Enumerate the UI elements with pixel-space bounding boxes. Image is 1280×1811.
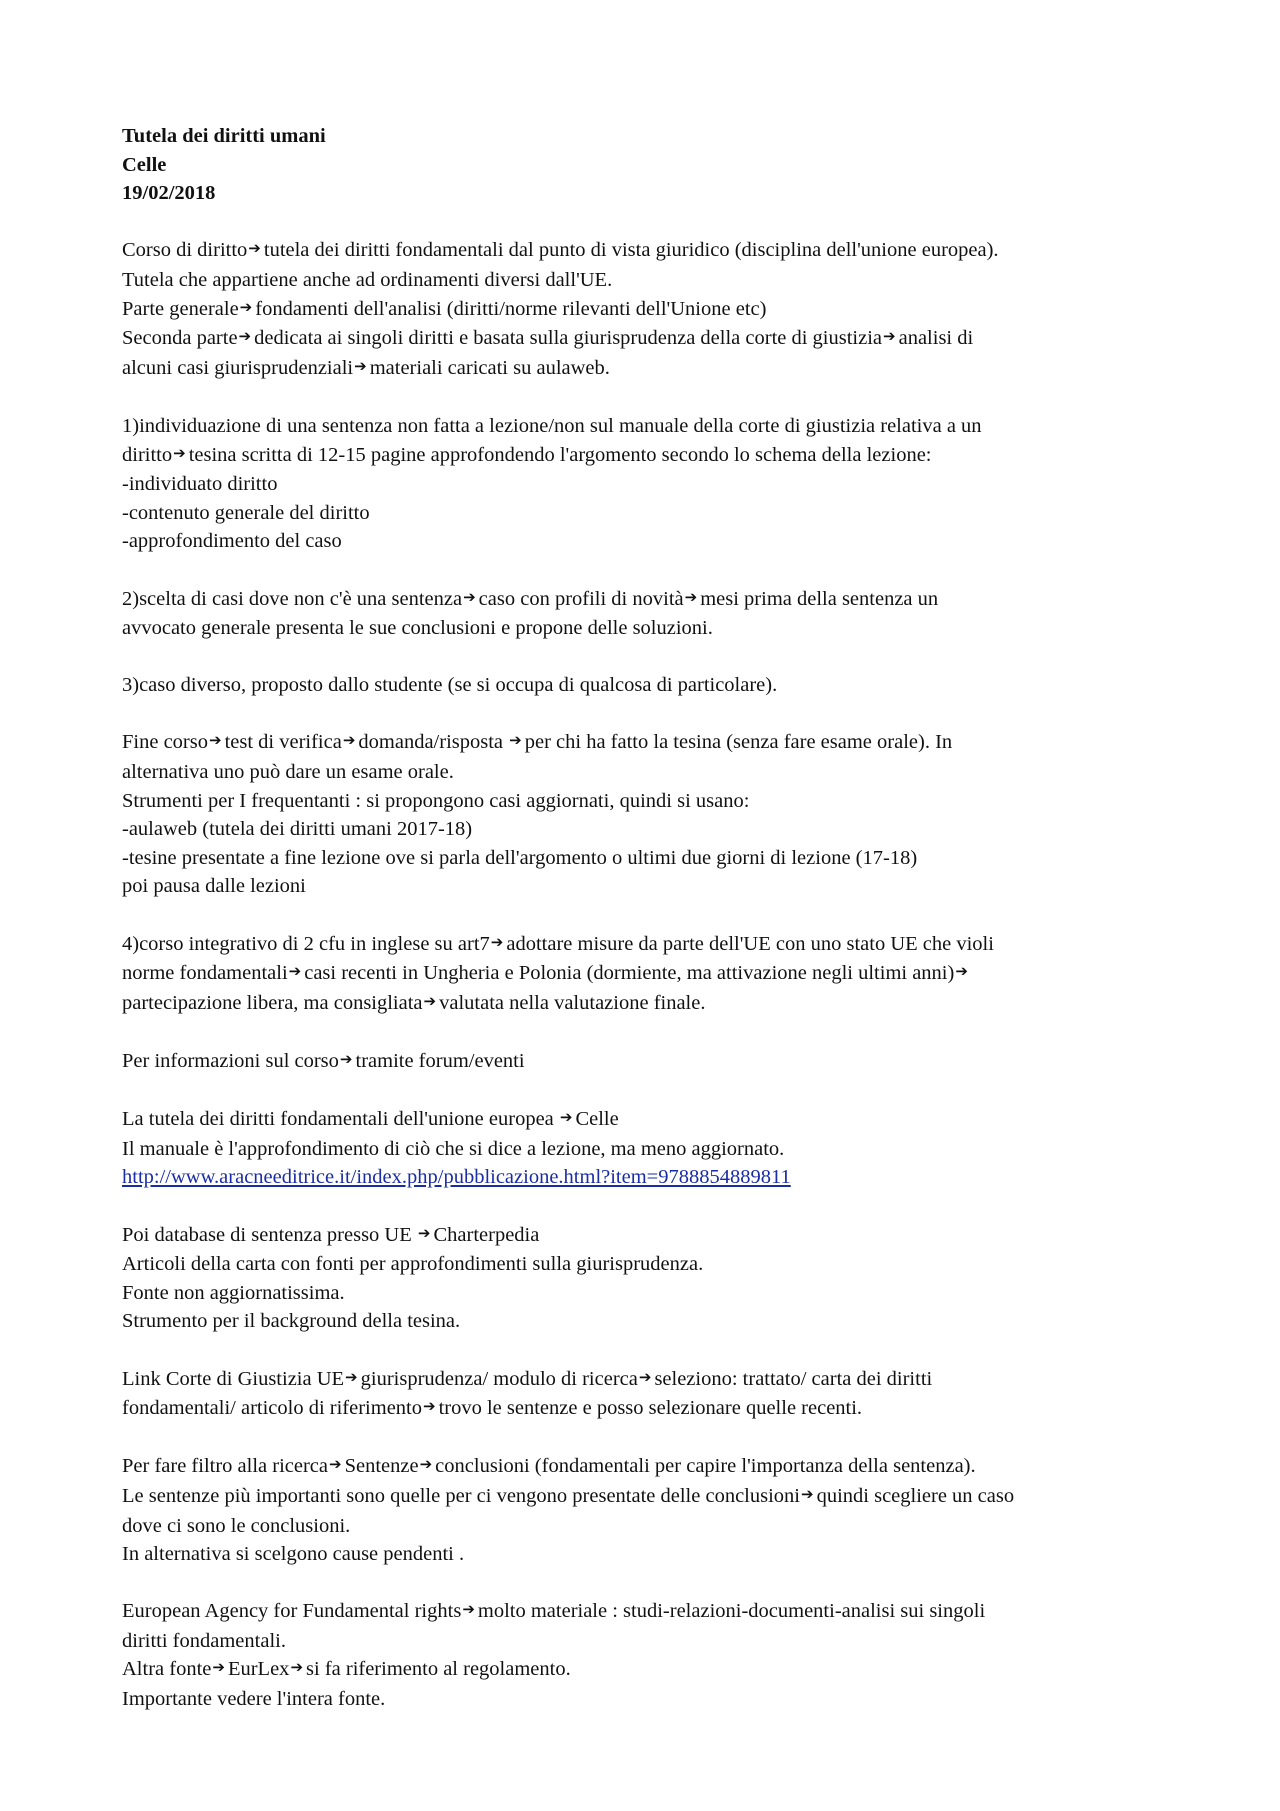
paragraph-gap [122, 383, 1182, 412]
text-line [122, 1452, 1182, 1482]
text-segment: 3)caso diverso, proposto dallo studente (se si occupa di qualcosa di particolare). [122, 674, 778, 697]
paragraph-gap [122, 1569, 1182, 1598]
arrow-right-icon: ➔ [354, 356, 367, 375]
text-segment: per chi ha fatto la tesina (senza fare esame orale). In [524, 731, 953, 754]
text-line [122, 1105, 1182, 1135]
arrow-right-icon: ➔ [417, 1223, 431, 1242]
arrow-right-icon: ➔ [462, 1600, 475, 1619]
arrow-right-icon: ➔ [329, 1455, 342, 1474]
arrow-right-icon: ➔ [345, 1367, 358, 1386]
paragraph [122, 585, 1182, 643]
arrow-right-icon: ➔ [463, 587, 476, 606]
text-line [122, 614, 1182, 643]
paragraph-gap [122, 643, 1182, 672]
text-line [122, 1655, 1182, 1685]
text-segment: La tutela dei diritti fondamentali dell'unione europea [122, 1108, 559, 1131]
text-segment: Le sentenze più importanti sono quelle per ci vengono presentate delle conclusioni [122, 1484, 800, 1507]
arrow-right-icon: ➔ [342, 731, 356, 750]
paragraph [122, 728, 1182, 901]
paragraph-gap [122, 1336, 1182, 1365]
text-segment: fondamentali/ articolo di riferimento [122, 1397, 422, 1420]
text-segment: trovo le sentenze e posso selezionare quelle recenti. [438, 1397, 863, 1420]
text-segment: domanda/risposta [358, 731, 509, 754]
text-line [122, 470, 1182, 499]
arrow-right-icon: ➔ [248, 239, 261, 258]
text-segment: -tesine presentate a fine lezione ove si parla dell'argomento o ultimi due giorni di lezione (17-18) [122, 846, 918, 869]
text-segment: Per fare filtro alla ricerca [122, 1455, 329, 1478]
text-segment: si fa riferimento al regolamento. [306, 1658, 571, 1681]
arrow-right-icon: ➔ [339, 1050, 353, 1068]
text-segment: Il manuale è l'approfondimento di ciò che si dice a lezione, ma meno aggiornato. [122, 1137, 785, 1160]
paragraph-gap [122, 1018, 1182, 1047]
text-line [122, 758, 1182, 787]
text-segment: conclusioni (fondamentali per capire l'importanza della sentenza). [435, 1455, 976, 1478]
text-line [122, 671, 1182, 700]
text-segment: 1)individuazione di una sentenza non fatta a lezione/non sul manuale della corte di giustizia relativa a un [122, 414, 982, 437]
text-segment: valutata nella valutazione finale. [439, 991, 706, 1014]
text-segment: materiali caricati su aulaweb. [369, 356, 610, 379]
text-segment: Link Corte di Giustizia UE [122, 1367, 345, 1390]
arrow-right-icon: ➔ [212, 1658, 225, 1677]
text-segment: fondamenti dell'analisi (diritti/norme rilevanti dell'Unione etc) [255, 297, 767, 320]
text-segment: Strumenti per I frequentanti : si propongono casi aggiornati, quindi si usano: [122, 789, 750, 812]
text-segment: tesina scritta di 12-15 pagine approfondendo l'argomento secondo lo schema della lezione: [188, 443, 932, 466]
text-line [122, 585, 1182, 615]
text-line [122, 1685, 1182, 1714]
paragraph [122, 1452, 1182, 1568]
text-segment: European Agency for Fundamental rights [122, 1600, 462, 1623]
text-segment: giurisprudenza/ modulo di ricerca [360, 1367, 638, 1390]
text-line [122, 930, 1182, 960]
text-segment: dove ci sono le conclusioni. [122, 1514, 351, 1537]
text-segment: Charterpedia [433, 1223, 540, 1246]
text-segment: test di verifica [224, 731, 342, 754]
text-line [122, 1307, 1182, 1336]
paragraph [122, 671, 1182, 700]
text-segment: alternativa uno può dare un esame orale. [122, 761, 454, 784]
text-line [122, 872, 1182, 901]
text-segment: mesi prima della sentenza un [700, 587, 939, 610]
text-segment: -aulaweb (tutela dei diritti umani 2017-18) [122, 818, 473, 841]
text-segment: tutela dei diritti fondamentali dal punto di vista giuridico (disciplina dell'unione europea). [263, 239, 999, 262]
arrow-right-icon: ➔ [638, 1367, 652, 1386]
document-title: Tutela dei diritti umani [122, 125, 326, 147]
text-segment: Per informazioni sul corso [122, 1050, 339, 1072]
text-line [122, 441, 1182, 471]
paragraph [122, 412, 1182, 556]
paragraph-gap [122, 700, 1182, 729]
arrow-right-icon: ➔ [239, 297, 253, 316]
text-segment: quindi scegliere un caso [816, 1484, 1015, 1507]
paragraph [122, 1047, 1182, 1077]
text-segment: Corso di diritto [122, 239, 248, 262]
professor-name: Celle [122, 153, 167, 176]
text-segment: 4)corso integrativo di 2 cfu in inglese su art7 [122, 932, 490, 955]
text-line [122, 989, 1182, 1019]
text-line [122, 1163, 1182, 1192]
arrow-right-icon: ➔ [419, 1455, 433, 1474]
text-segment: poi pausa dalle lezioni [122, 875, 306, 898]
text-segment: -approfondimento del caso [122, 530, 342, 553]
arrow-right-icon: ➔ [684, 587, 698, 606]
text-line [122, 412, 1182, 441]
paragraph [122, 1105, 1182, 1192]
text-line [122, 236, 1182, 266]
paragraph-gap [122, 1077, 1182, 1106]
text-segment: diritto [122, 443, 173, 466]
text-line [122, 1135, 1182, 1164]
publisher-link[interactable]: http://www.aracneeditrice.it/index.php/pubblicazione.html?item=9788854889811 [122, 1166, 791, 1189]
text-segment: seleziono: trattato/ carta dei diritti [654, 1367, 933, 1390]
text-line [122, 1365, 1182, 1395]
text-line [122, 527, 1182, 556]
document-page [122, 122, 1182, 1714]
text-line [122, 787, 1182, 816]
text-segment: alcuni casi giurisprudenziali [122, 356, 354, 379]
text-segment: Altra fonte [122, 1658, 212, 1681]
text-segment: Fonte non aggiornatissima. [122, 1281, 345, 1304]
arrow-right-icon: ➔ [490, 932, 504, 951]
text-line [122, 728, 1182, 758]
text-segment: Poi database di sentenza presso UE [122, 1223, 417, 1246]
paragraph-gap [122, 1424, 1182, 1453]
paragraph [122, 1221, 1182, 1336]
text-segment: -individuato diritto [122, 473, 278, 496]
paragraph [122, 1597, 1182, 1713]
text-segment: norme fondamentali [122, 962, 288, 985]
text-line [122, 1394, 1182, 1424]
arrow-right-icon: ➔ [208, 731, 222, 750]
arrow-right-icon: ➔ [288, 962, 302, 981]
text-segment: molto materiale : studi-relazioni-documenti-analisi sui singoli [477, 1600, 986, 1623]
lecture-date: 19/02/2018 [122, 182, 216, 205]
text-segment: Articoli della carta con fonti per approfondimenti sulla giurisprudenza. [122, 1253, 704, 1276]
paragraph-gap [122, 1192, 1182, 1221]
text-line [122, 1221, 1182, 1251]
arrow-right-icon: ➔ [173, 443, 186, 462]
text-segment: adottare misure da parte dell'UE con uno stato UE che violi [506, 932, 994, 955]
text-segment: Fine corso [122, 731, 208, 754]
text-segment: Parte generale [122, 297, 239, 320]
text-segment: Seconda parte [122, 327, 238, 350]
arrow-right-icon: ➔ [883, 327, 896, 346]
text-line [122, 354, 1182, 384]
text-line [122, 1279, 1182, 1308]
text-segment: In alternativa si scelgono cause pendenti . [122, 1543, 465, 1566]
text-segment: dedicata ai singoli diritti e basata sulla giurisprudenza della corte di giustizia [254, 327, 883, 350]
text-line [122, 844, 1182, 873]
text-segment: casi recenti in Ungheria e Polonia (dormiente, ma attivazione negli ultimi anni) [304, 962, 955, 985]
arrow-right-icon: ➔ [801, 1484, 814, 1503]
text-segment: Celle [575, 1108, 619, 1131]
text-line [122, 1597, 1182, 1627]
text-segment: Importante vedere l'intera fonte. [122, 1688, 386, 1711]
text-segment: partecipazione libera, ma consigliata [122, 991, 423, 1014]
paragraph [122, 930, 1182, 1019]
text-segment: 2)scelta di casi dove non c'è una sentenza [122, 587, 463, 610]
notes-body [122, 208, 1182, 1714]
arrow-right-icon: ➔ [290, 1658, 304, 1677]
text-line [122, 1540, 1182, 1569]
text-segment: Sentenze [344, 1455, 419, 1478]
text-segment: tramite forum/eventi [355, 1050, 525, 1072]
text-line [122, 1047, 1182, 1077]
text-line [122, 1627, 1182, 1656]
text-segment: Tutela che appartiene anche ad ordinamenti diversi dall'UE. [122, 268, 613, 291]
text-line [122, 1250, 1182, 1279]
text-segment: Strumento per il background della tesina. [122, 1310, 461, 1333]
text-line [122, 499, 1182, 528]
text-line [122, 1482, 1182, 1512]
arrow-right-icon: ➔ [423, 1397, 436, 1416]
paragraph [122, 236, 1182, 383]
arrow-right-icon: ➔ [238, 327, 252, 346]
text-line [122, 266, 1182, 295]
arrow-right-icon: ➔ [559, 1108, 573, 1127]
text-segment: EurLex [227, 1658, 290, 1681]
text-line [122, 815, 1182, 844]
arrow-right-icon: ➔ [955, 962, 968, 981]
text-segment: caso con profili di novità [478, 587, 684, 610]
paragraph [122, 1365, 1182, 1424]
arrow-right-icon: ➔ [509, 731, 522, 750]
text-line [122, 1512, 1182, 1541]
text-line [122, 295, 1182, 325]
text-segment: diritti fondamentali. [122, 1629, 286, 1652]
arrow-right-icon: ➔ [423, 991, 437, 1010]
text-segment: avvocato generale presenta le sue conclusioni e propone delle soluzioni. [122, 617, 713, 640]
paragraph-gap [122, 208, 1182, 237]
text-line [122, 324, 1182, 354]
text-segment: -contenuto generale del diritto [122, 501, 370, 524]
text-line [122, 959, 1182, 989]
paragraph-gap [122, 556, 1182, 585]
paragraph-gap [122, 901, 1182, 930]
text-segment: analisi di [898, 327, 974, 350]
